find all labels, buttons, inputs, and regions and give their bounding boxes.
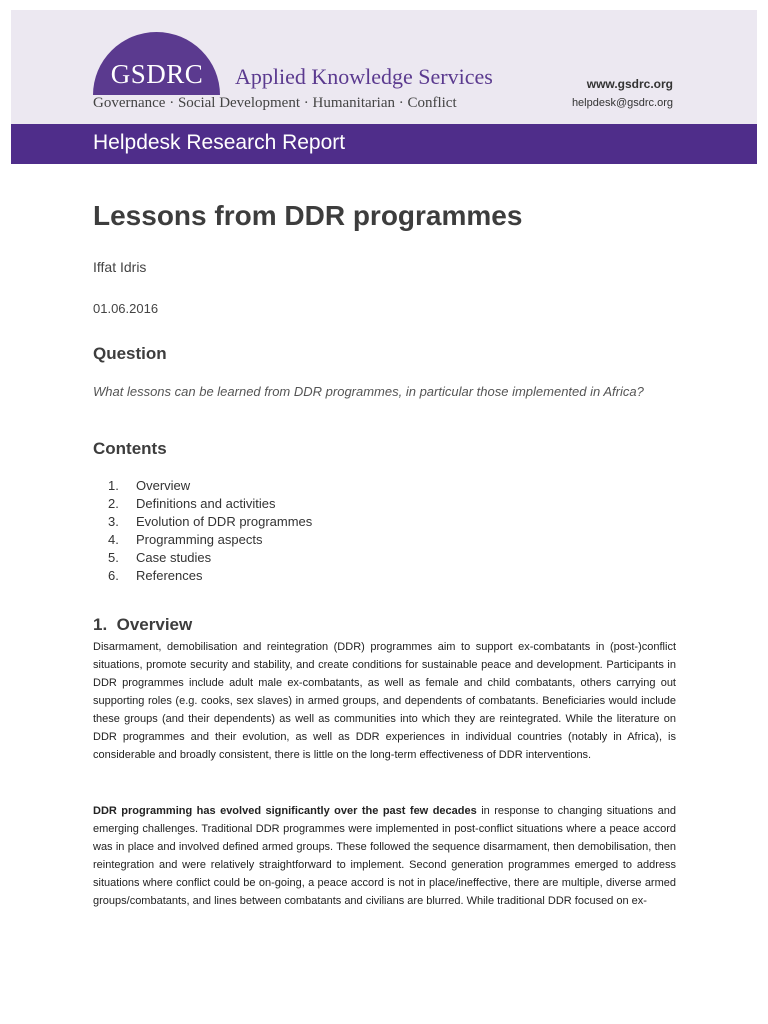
contents-item-number: 2. [108, 496, 119, 511]
contents-item-number: 3. [108, 514, 119, 529]
logo-text: GSDRC [110, 59, 204, 89]
contents-item-label: Evolution of DDR programmes [136, 514, 313, 529]
paragraph-bold-lead: DDR programming has evolved significantly over the past few decades [93, 805, 477, 817]
contents-item-number: 1. [108, 478, 119, 493]
contents-item-number: 4. [108, 532, 119, 547]
overview-paragraph-2 [93, 802, 676, 910]
contents-item-label: Overview [136, 478, 191, 493]
contents-heading: Contents [93, 439, 167, 458]
author: Iffat Idris [93, 259, 147, 275]
tagline: Governance · Social Development · Humanitarian · Conflict [93, 95, 457, 111]
contents-item[interactable] [93, 477, 312, 495]
question-text: What lessons can be learned from DDR programmes, in particular those implemented in Africa? [93, 384, 644, 399]
contents-item[interactable] [93, 567, 312, 585]
contents-item-label: Definitions and activities [136, 496, 276, 511]
contents-item-number: 6. [108, 568, 119, 583]
email-link[interactable]: helpdesk@gsdrc.org [571, 97, 673, 109]
overview-paragraph-1: Disarmament, demobilisation and reintegration (DDR) programmes aim to support ex-combatants in (post-)conflict situations, promote security and stability, and create conditions for sustainable peace and development. Participants in DDR programmes include adult male ex-combatants, as well as female and child combatants, others carrying out supporting roles (e.g. cooks, sex slaves) in armed groups, and dependents of combatants. Beneficiaries would include these groups (and their dependents) as well as communities into which they are reintegrated. While the literature on DDR programmes and their evolution, as well as DDR experiences in individual countries (notably in Africa), is considerable and broadly consistent, there is little on the long-term effectiveness of DDR interventions. [93, 641, 676, 761]
question-heading: Question [93, 344, 167, 363]
contents-item[interactable] [93, 549, 312, 567]
report-type-label: Helpdesk Research Report [93, 131, 346, 154]
section-heading-overview: 1. Overview [93, 615, 193, 634]
website-link[interactable]: www.gsdrc.org [586, 77, 673, 91]
paragraph-body: in response to changing situations and emerging challenges. Traditional DDR programmes were implemented in post-conflict situations where a peace accord was in place and involved defined armed groups. These followed the sequence disarmament, then demobilisation, then reintegration and were relatively straightforward to implement. Second generation programmes emerged to address situations where conflict could be on-going, a peace accord is not in place/ineffective, there are multiple, diverse armed groups/combatants, and lines between combatants and civilians are blurred. While traditional DDR focused on ex- [93, 805, 676, 907]
contents-item-label: Programming aspects [136, 532, 263, 547]
contents-item-label: References [136, 568, 203, 583]
contents-item[interactable] [93, 531, 312, 549]
contents-item-number: 5. [108, 550, 119, 565]
report-type-bar [11, 124, 757, 164]
contents-item[interactable] [93, 513, 312, 531]
date: 01.06.2016 [93, 301, 159, 316]
page-title: Lessons from DDR programmes [93, 200, 523, 231]
contents-list [93, 477, 312, 585]
contents-item[interactable] [93, 495, 312, 513]
contents-item-label: Case studies [136, 550, 212, 565]
gsdrc-logo [93, 32, 503, 114]
service-title: Applied Knowledge Services [235, 64, 493, 89]
